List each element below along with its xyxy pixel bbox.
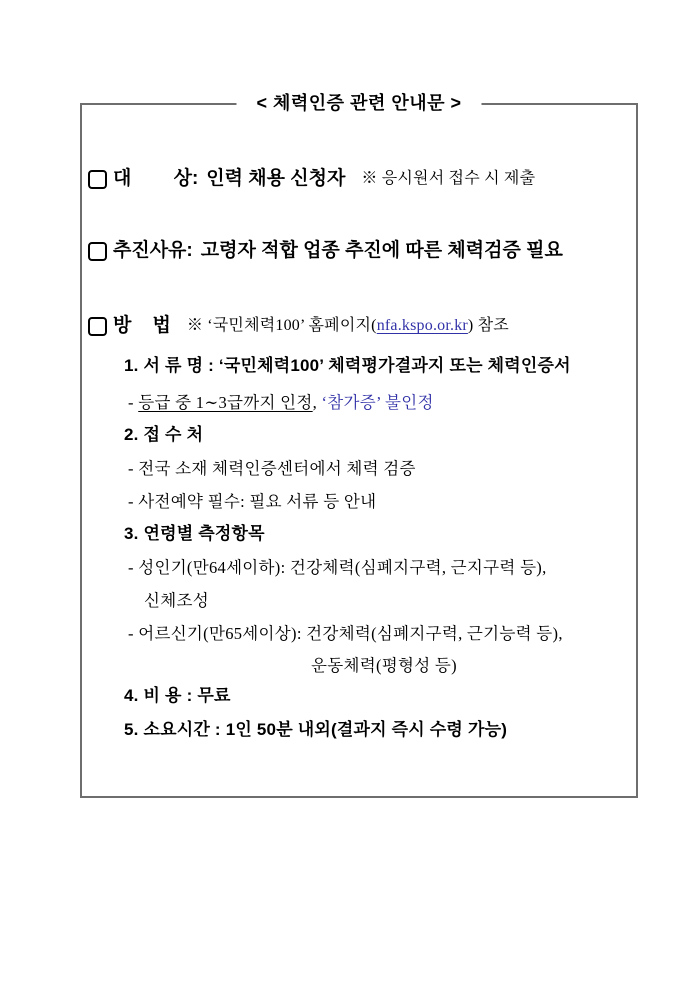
step1-comma: , xyxy=(312,393,322,412)
reason-row xyxy=(88,239,563,263)
subject-note: ※ 응시원서 접수 시 제출 xyxy=(361,170,536,187)
reason-value: 고령자 적합 업종 추진에 따른 체력검증 필요 xyxy=(200,240,563,261)
step1-subitem xyxy=(128,392,434,413)
step3-subitem-2: - 어르신기(만65세이상): 건강체력(심폐지구력, 근기능력 등), xyxy=(128,624,563,643)
checkbox-icon xyxy=(88,170,107,189)
step1-heading: 1. 서 류 명 : ‘국민체력100’ 체력평가결과지 또는 체력인증서 xyxy=(124,356,571,375)
subject-label: 대 상: xyxy=(113,168,199,189)
method-note xyxy=(187,314,509,338)
step3-heading: 3. 연령별 측정항목 xyxy=(124,524,265,543)
method-note-suffix: ) 참조 xyxy=(467,317,509,334)
step3-subitem-1: - 성인기(만64세이하): 건강체력(심폐지구력, 근지구력 등), xyxy=(128,558,547,577)
checkbox-icon xyxy=(88,242,107,261)
homepage-link[interactable]: nfa.kspo.or.kr xyxy=(376,317,468,334)
step2-subitem-1: - 전국 소재 체력인증센터에서 체력 검증 xyxy=(128,459,416,478)
step1-blue-text: ‘참가증’ 불인정 xyxy=(321,393,434,412)
step5-heading: 5. 소요시간 : 1인 50분 내외(결과지 즉시 수령 가능) xyxy=(124,720,508,739)
step1-underlined-text: 등급 중 1∼3급까지 인정 xyxy=(138,393,313,412)
page-title: < 체력인증 관련 안내문 > xyxy=(236,90,481,116)
step2-heading: 2. 접 수 처 xyxy=(124,425,204,444)
step2-subitem-2: - 사전예약 필수: 필요 서류 등 안내 xyxy=(128,492,377,511)
step3-subitem-2-continuation: 운동체력(평형성 등) xyxy=(311,656,457,675)
checkbox-icon xyxy=(88,317,107,336)
reason-label: 추진사유: xyxy=(113,240,193,261)
method-label: 방 법 xyxy=(113,315,171,336)
subject-row xyxy=(88,167,535,191)
method-row xyxy=(88,314,509,338)
dash-bullet: - xyxy=(128,393,139,412)
step3-subitem-1-continuation: 신체조성 xyxy=(144,591,209,610)
subject-value: 인력 채용 신청자 xyxy=(206,168,346,189)
notice-frame xyxy=(80,93,638,798)
step4-heading: 4. 비 용 : 무료 xyxy=(124,686,231,705)
method-note-prefix: ※ ‘국민체력100’ 홈페이지( xyxy=(186,317,377,334)
